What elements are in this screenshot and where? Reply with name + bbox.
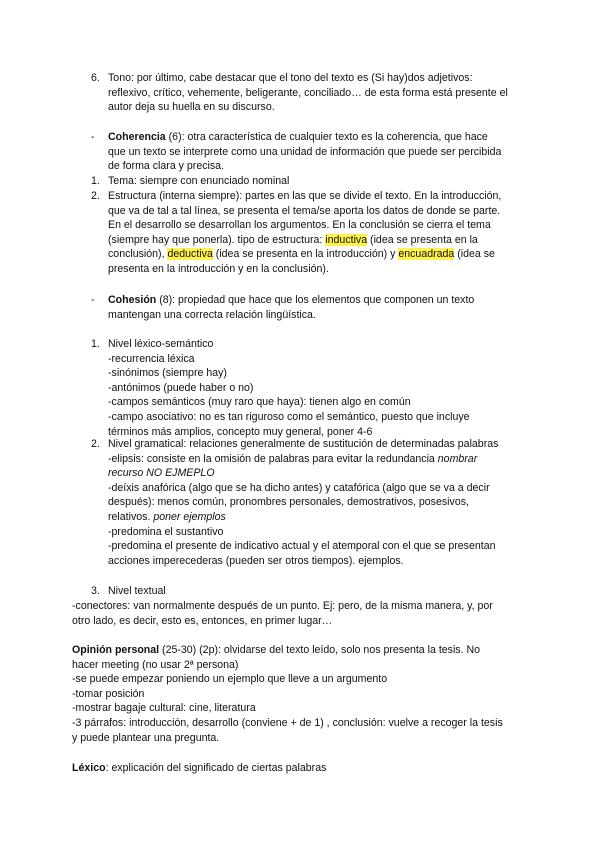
text-line: Tema: siempre con enunciado nominal xyxy=(108,175,290,187)
bullet-dash: - xyxy=(91,294,95,306)
text-line: Estructura (interna siempre): partes en las que se divide el texto. En la introducción, xyxy=(108,190,502,202)
text-line: reflexivo, crítico, vehemente, beligerante, conciliado… de esta forma está presente el xyxy=(108,86,508,99)
term-coherencia: Coherencia xyxy=(108,131,166,143)
text-line: -tomar posición xyxy=(72,687,145,700)
text-line: -sinónimos (siempre hay) xyxy=(108,367,227,380)
highlight-deductiva: deductiva xyxy=(167,248,213,261)
term-lexico: Léxico xyxy=(72,762,106,774)
italic-note: poner ejemplos xyxy=(153,510,226,523)
term-cohesion: Cohesión xyxy=(108,294,157,306)
text-line: En el desarrollo se desarrollan los argumentos. En la conclusión se cierra el tema xyxy=(108,219,491,232)
text-line: Léxico: explicación del significado de ciertas palabras xyxy=(72,762,327,774)
text-line: términos más amplios, concepto muy general, poner 4-6 xyxy=(108,425,373,438)
text-line: después): menos común, pronombres personales, demostrativos, posesivos, xyxy=(108,496,469,509)
term-opinion-personal: Opinión personal xyxy=(72,644,160,656)
italic-note: nombrar xyxy=(437,452,478,465)
text-line: -predomina el presente de indicativo actual y el atemporal con el que se presentan xyxy=(108,540,496,553)
text-line: acciones imperecederas (pueden ser otros tiempos). ejemplos. xyxy=(108,554,404,567)
text-line: Tono: por último, cabe destacar que el tono del texto es (Si hay)dos adjetivos: xyxy=(108,72,473,84)
text-line: -predomina el sustantivo xyxy=(108,525,224,538)
text-line: -campo asociativo: no es tan riguroso como el semántico, puesto que incluye xyxy=(108,410,470,423)
list-number: 2. xyxy=(91,190,100,202)
text-line: que va de tal a tal línea, se presenta el tema/se aporta los datos de donde se parte. xyxy=(108,204,501,217)
text-line: conclusión), deductiva (idea se presenta en la introducción) y encuadrada (idea se xyxy=(108,248,495,261)
text-line: -elipsis: consiste en la omisión de palabras para evitar la redundancia nombrar xyxy=(108,452,478,465)
text-line: autor deja su huella en su discurso. xyxy=(108,101,275,114)
text-line: -deíxis anafórica (algo que se ha dicho antes) y catafórica (algo que se va a decir xyxy=(108,481,490,494)
text-line: -mostrar bagaje cultural: cine, literatura xyxy=(72,702,256,715)
text-line: hacer meeting (no usar 2ª persona) xyxy=(72,658,239,671)
text-line: Nivel textual xyxy=(108,585,166,597)
text-line: -recurrencia léxica xyxy=(108,352,195,365)
text-line: que un texto se interprete como una unidad de información que puede ser percibida xyxy=(108,145,502,158)
italic-note: recurso NO EJMEPLO xyxy=(108,467,215,480)
text-line: -antónimos (puede haber o no) xyxy=(108,381,254,394)
list-number: 3. xyxy=(91,585,100,597)
list-number: 2. xyxy=(91,438,100,450)
text-line: Nivel gramatical: relaciones generalmente de sustitución de determinadas palabras xyxy=(108,438,499,450)
text-line: -conectores: van normalmente después de un punto. Ej: pero, de la misma manera, y, por xyxy=(72,600,493,612)
text-line: Nivel léxico-semántico xyxy=(108,338,214,350)
list-number: 1. xyxy=(91,338,100,350)
text-line: (siempre hay que ponerla). tipo de estructura: inductiva (idea se presenta en la xyxy=(108,233,478,246)
text-line: presenta en la introducción y en la conclusión). xyxy=(108,262,329,275)
text-line: Opinión personal (25-30) (2p): olvidarse del texto leído, solo nos presenta la tesis. No xyxy=(72,644,481,656)
text-line: y puede plantear una pregunta. xyxy=(72,731,220,744)
text-line: otro lado, es decir, esto es, entonces, en primer lugar… xyxy=(72,614,333,627)
text-line: de forma clara y precisa. xyxy=(108,160,224,173)
highlight-inductiva: inductiva xyxy=(325,233,368,246)
text-line: -3 párrafos: introducción, desarrollo (conviene + de 1) , conclusión: vuelve a recoger la tesis xyxy=(72,716,503,729)
text-line: -campos semánticos (muy raro que haya): tienen algo en común xyxy=(108,396,411,409)
list-number: 1. xyxy=(91,175,100,187)
bullet-dash: - xyxy=(91,131,95,143)
text-line: Coherencia (6): otra característica de cualquier texto es la coherencia, que hace xyxy=(108,131,488,143)
highlight-encuadrada: encuadrada xyxy=(398,248,455,261)
list-number: 6. xyxy=(91,72,100,84)
text-line: mantengan una correcta relación lingüística. xyxy=(108,308,316,321)
text-line: Cohesión (8): propiedad que hace que los elementos que componen un texto xyxy=(108,294,475,306)
text-line: relativos. poner ejemplos xyxy=(108,510,226,523)
text-line: -se puede empezar poniendo un ejemplo que lleve a un argumento xyxy=(72,673,388,686)
